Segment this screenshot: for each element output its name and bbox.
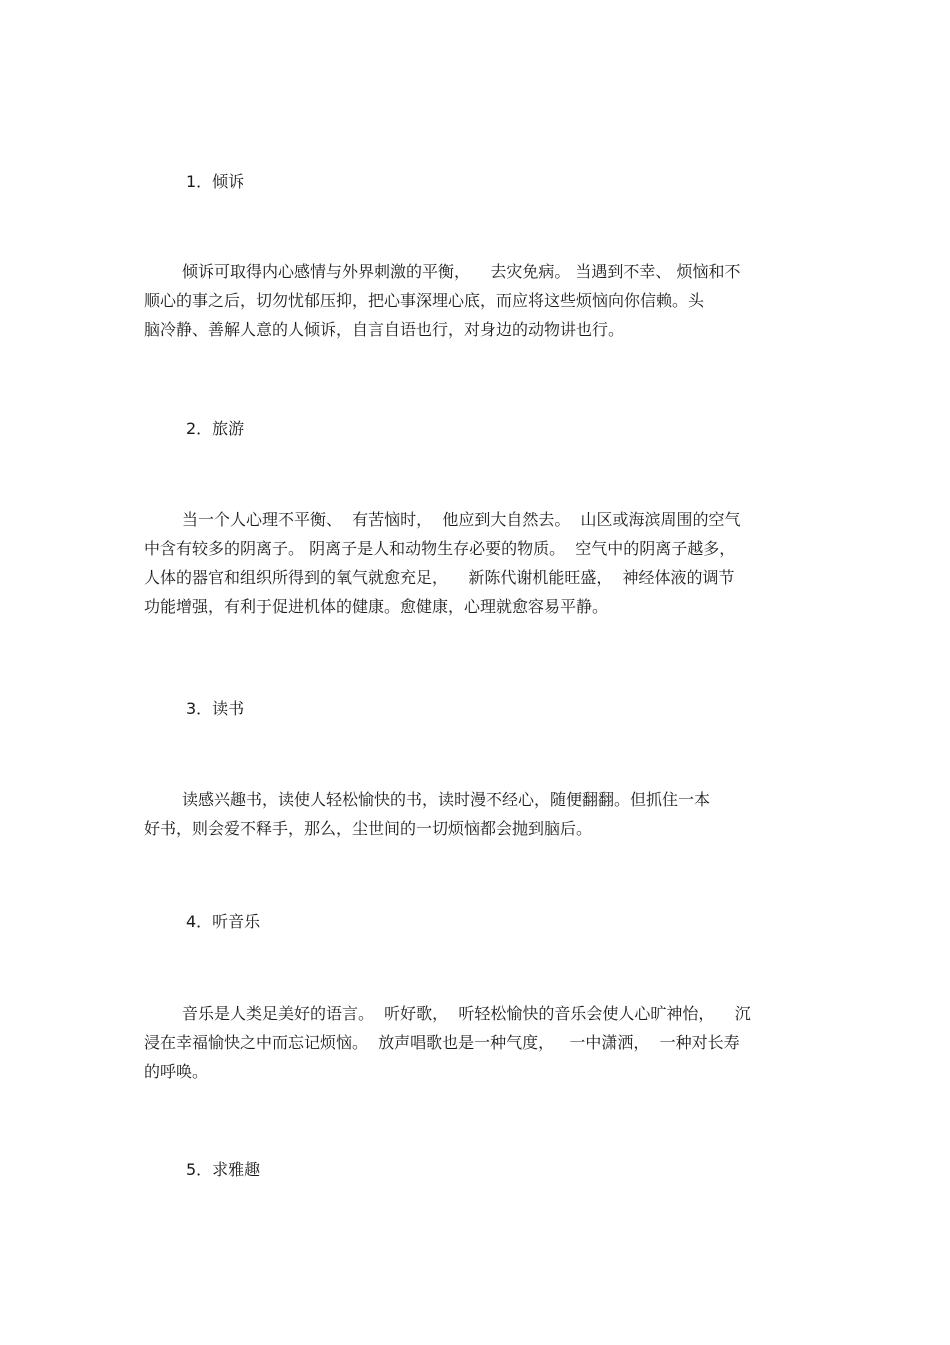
paragraph-line: 人体的器官和组织所得到的氧气就愈充足， 新陈代谢机能旺盛， 神经体液的调节 [144,568,735,587]
paragraph-line: 读感兴趣书，读使人轻松愉快的书，读时漫不经心，随便翻翻。但抓住一本 [182,790,711,809]
section-3-heading: 3．读书 [186,699,245,718]
section-5-heading: 5．求雅趣 [186,1160,261,1179]
paragraph-line: 功能增强，有利于促进机体的健康。愈健康，心理就愈容易平静。 [144,597,609,616]
paragraph-line: 倾诉可取得内心感情与外界刺激的平衡， 去灾免病。 当遇到不幸、 烦恼和不 [182,262,741,281]
section-1-heading: 1．倾诉 [186,172,245,191]
section-4-heading: 4．听音乐 [186,912,261,931]
paragraph-line: 浸在幸福愉快之中而忘记烦恼。 放声唱歌也是一种气度， 一中潇洒， 一种对长寿 [144,1033,740,1052]
paragraph-line: 顺心的事之后，切勿忧郁压抑，把心事深埋心底，而应将这些烦恼向你信赖。头 [144,291,705,310]
paragraph-line: 脑冷静、善解人意的人倾诉，自言自语也行，对身边的动物讲也行。 [144,320,625,339]
paragraph-line: 音乐是人类足美好的语言。 听好歌， 听轻松愉快的音乐会使人心旷神怡， 沉 [182,1004,751,1023]
paragraph-line: 好书，则会爱不释手，那么，尘世间的一切烦恼都会抛到脑后。 [144,819,593,838]
paragraph-line: 的呼唤。 [144,1062,209,1081]
section-2-paragraph [144,505,814,621]
section-4-paragraph [144,999,814,1086]
paragraph-line: 中含有较多的阴离子。 阴离子是人和动物生存必要的物质。 空气中的阴离子越多， [144,539,736,558]
section-3-paragraph [144,785,814,843]
paragraph-line: 当一个人心理不平衡、 有苦恼时， 他应到大自然去。 山区或海滨周围的空气 [182,510,741,529]
section-2-heading: 2．旅游 [186,419,245,438]
section-1-paragraph [144,257,814,344]
